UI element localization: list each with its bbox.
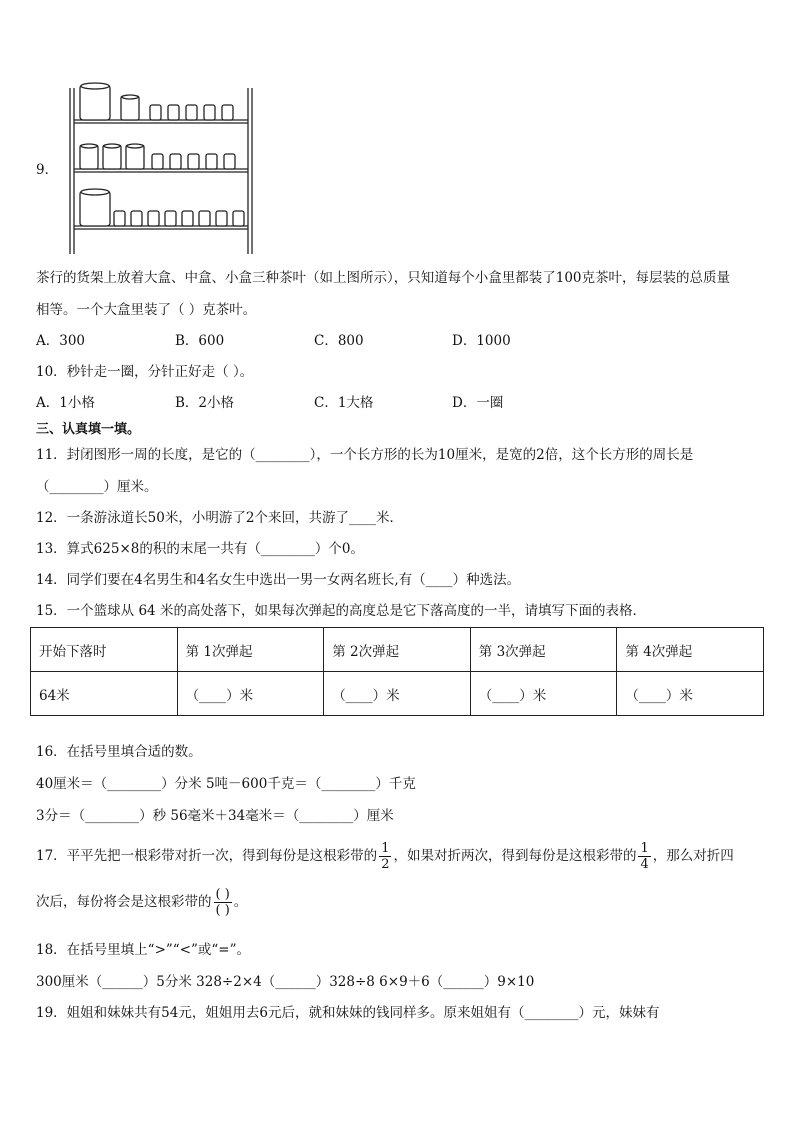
question-10-option-c: C．1大格 (314, 395, 374, 411)
question-9-option-b: B．600 (175, 333, 225, 349)
small-box (204, 105, 215, 120)
question-9-text-line1: 茶行的货架上放着大盒、中盒、小盒三种茶叶（如上图所示），只知道每个小盒里都装了100克茶叶，每层装的总质量 (36, 270, 731, 286)
question-10-option-a: A．1小格 (36, 395, 95, 411)
fraction-one-quarter: $\frac{1}{4}$ (640, 841, 649, 872)
question-17-line2 (36, 884, 247, 920)
small-box (114, 211, 125, 226)
question-17-part3: ，那么对折四 (652, 848, 734, 864)
table-header-cell: 第 3次弹起 (470, 628, 617, 672)
question-12-text: 12．一条游泳道长50米，小明游了2个来回，共游了____米． (36, 510, 403, 526)
table-row (31, 672, 764, 716)
small-box (233, 211, 244, 226)
small-box (186, 105, 197, 120)
table-cell: 64米 (31, 672, 178, 716)
question-17-line1 (36, 838, 734, 874)
table-cell: （____）米 (177, 672, 324, 716)
table-cell: （____）米 (470, 672, 617, 716)
small-box (216, 211, 227, 226)
question-13-text: 13．算式625×8的积的末尾一共有（________）个0。 (36, 541, 364, 557)
question-17-part1: 17．平平先把一根彩带对折一次，得到每份是这根彩带的 (36, 848, 378, 864)
question-9-text-line2: 相等。一个大盒里装了（ ）克茶叶。 (36, 302, 257, 318)
small-box (131, 211, 142, 226)
tea-shelf-figure (64, 80, 254, 256)
small-box (188, 154, 199, 169)
bounce-height-table (30, 627, 764, 716)
question-17-part2: ，如果对折两次，得到每份是这根彩带的 (393, 848, 637, 864)
question-9-number: 9． (36, 162, 59, 178)
table-cell: （____）米 (617, 672, 764, 716)
question-16-line1: 40厘米＝（________）分米 5吨－600千克＝（________）千克 (36, 776, 416, 792)
small-box (222, 105, 233, 120)
large-box (80, 85, 110, 120)
question-9-option-c: C．800 (314, 333, 364, 349)
table-header-cell: 第 2次弹起 (324, 628, 471, 672)
question-10-option-d: D．一圈 (452, 395, 504, 411)
small-box (170, 154, 181, 169)
question-10-text: 10．秒针走一圈，分针正好走（ ）。 (36, 364, 254, 380)
question-19-text: 19．姐姐和妹妹共有54元，姐姐用去6元后，就和妹妹的钱同样多。原来姐姐有（________）元，妹妹有 (36, 1005, 660, 1021)
table-header-row (31, 628, 764, 672)
question-15-text: 15．一个篮球从 64 米的高处落下，如果每次弹起的高度总是它下落高度的一半，请填写下面的表格． (36, 603, 646, 619)
table-cell: （____）米 (324, 672, 471, 716)
question-18-items: 300厘米（______）5分米 328÷2×4（______）328÷8 6×9＋6（______）9×10 (36, 974, 535, 990)
small-box (206, 154, 217, 169)
question-9-option-d: D．1000 (452, 333, 511, 349)
question-10-option-b: B．2小格 (175, 395, 235, 411)
question-16-title: 16．在括号里填合适的数。 (36, 744, 202, 760)
question-17-line2-part1: 次后，每份将会是这根彩带的 (36, 894, 212, 910)
large-box (80, 191, 110, 226)
table-header-cell: 开始下落时 (31, 628, 178, 672)
small-box (182, 211, 193, 226)
question-11-line2: （________）厘米。 (36, 479, 158, 495)
fraction-answer-blank: $\frac{( )}{( )}$ (215, 887, 230, 918)
small-box (165, 211, 176, 226)
question-17-line2-part2: 。 (233, 894, 248, 910)
small-box (152, 154, 163, 169)
question-11-line1: 11．封闭图形一周的长度，是它的（________），一个长方形的长为10厘米，是宽的2倍，这个长方形的周长是 (36, 447, 694, 463)
table-header-cell: 第 4次弹起 (617, 628, 764, 672)
small-box (168, 105, 179, 120)
question-9-option-a: A．300 (36, 333, 86, 349)
small-box (150, 105, 161, 120)
table-header-cell: 第 1次弹起 (177, 628, 324, 672)
question-14-text: 14．同学们要在4名男生和4名女生中选出一男一女两名班长,有（____）种选法。 (36, 572, 521, 588)
question-18-title: 18．在括号里填上“>”“<”或“=”。 (36, 942, 251, 958)
question-16-line2: 3分＝（________）秒 56毫米＋34毫米＝（________）厘米 (36, 808, 394, 824)
fraction-one-half: $\frac{1}{2}$ (381, 841, 390, 872)
small-box (199, 211, 210, 226)
small-box (224, 154, 235, 169)
section-3-title: 三、认真填一填。 (36, 422, 141, 437)
small-box (148, 211, 159, 226)
